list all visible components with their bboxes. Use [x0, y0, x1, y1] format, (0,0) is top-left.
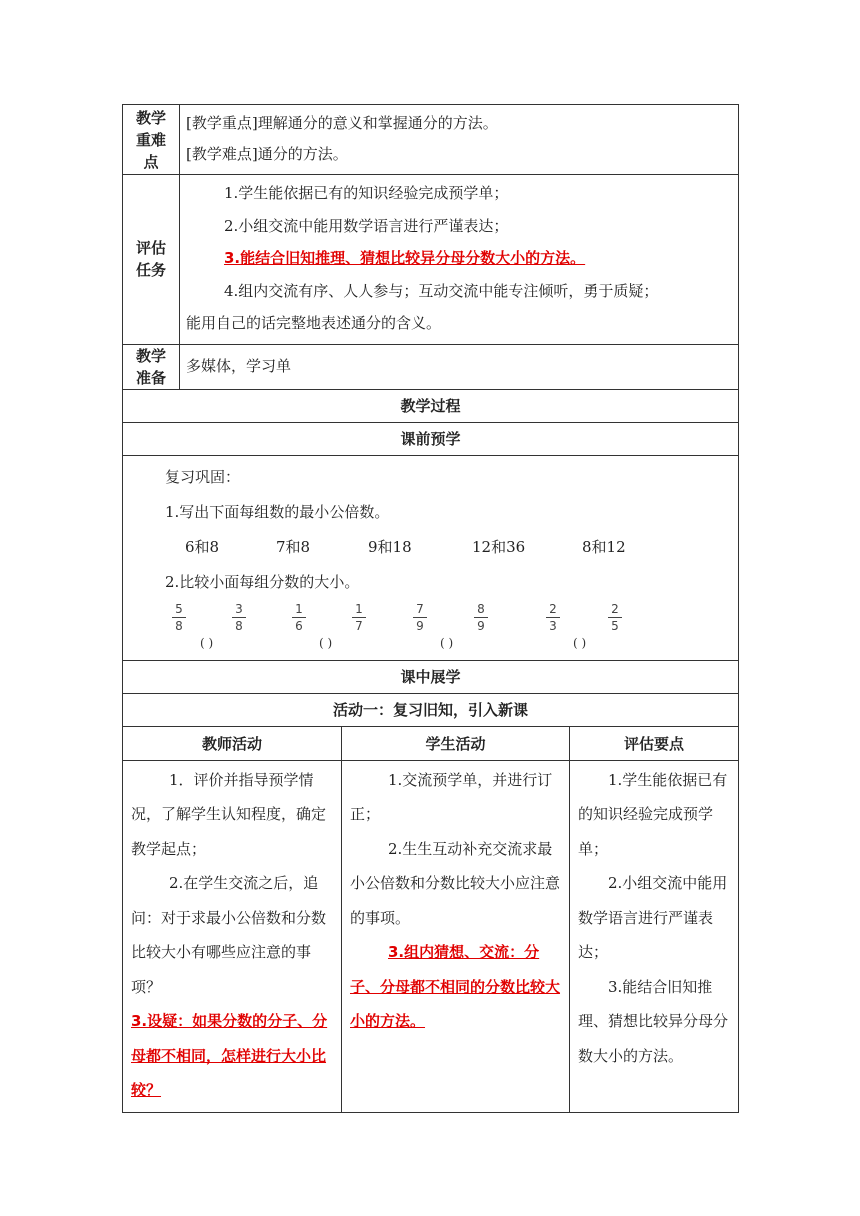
question-1: 1.写出下面每组数的最小公倍数。 — [165, 502, 390, 521]
fraction: $\frac{1}{7}$ — [352, 602, 366, 633]
eval-task-3: 3.能结合旧知推理、猜想比较异分母分数大小的方法。 — [224, 249, 586, 267]
teacher-step: 3.设疑：如果分数的分子、分母都不相同，怎样进行大小比较？ — [131, 1012, 328, 1099]
teacher-activity-header: 教师活动 — [123, 726, 342, 760]
compare-blank[interactable]: ( ) — [573, 635, 587, 650]
compare-blank[interactable]: ( ) — [319, 635, 333, 650]
evaluation-content — [180, 175, 739, 345]
preparation-content: 多媒体，学习单 — [180, 344, 739, 389]
process-title: 教学过程 — [123, 389, 739, 422]
preclass-content — [123, 455, 739, 660]
lesson-plan-table — [122, 104, 739, 1113]
activity-title: 活动一：复习旧知，引入新课 — [123, 693, 739, 726]
key-points-label: 教学重难点 — [123, 105, 180, 175]
review-heading: 复习巩固： — [165, 467, 241, 486]
fraction: $\frac{2}{3}$ — [546, 602, 560, 633]
eval-task-4-cont: 能用自己的话完整地表述通分的含义。 — [186, 314, 442, 332]
difficult-point-text: [教学难点]通分的方法。 — [186, 145, 348, 163]
eval-task-1: 1.学生能依据已有的知识经验完成预学单； — [224, 184, 509, 202]
eval-point: 1.学生能依据已有的知识经验完成预学单； — [578, 770, 728, 858]
lcm-pair: 7和8 — [276, 537, 311, 556]
student-step: 3.组内猜想、交流：分子、分母都不相同的分数比较大小的方法。 — [350, 943, 561, 1030]
key-point-text: [教学重点]理解通分的意义和掌握通分的方法。 — [186, 114, 498, 132]
teacher-step: 2.在学生交流之后，追问：对于求最小公倍数和分数比较大小有哪些应注意的事项？ — [131, 874, 327, 996]
fraction: $\frac{2}{5}$ — [608, 602, 622, 633]
evaluation-points-header: 评估要点 — [570, 726, 739, 760]
lcm-pair: 6和8 — [185, 537, 220, 556]
fraction: $\frac{8}{9}$ — [474, 602, 488, 633]
fraction: $\frac{1}{6}$ — [292, 602, 306, 633]
lcm-pair: 12和36 — [472, 537, 526, 556]
compare-blank[interactable]: ( ) — [440, 635, 454, 650]
lcm-pairs — [135, 530, 728, 565]
evaluation-label: 评估任务 — [123, 175, 180, 345]
student-activity-header: 学生活动 — [342, 726, 570, 760]
key-points-content — [180, 105, 739, 175]
student-activity-cell — [342, 760, 570, 1112]
eval-point: 3.能结合旧知推理、猜想比较异分母分数大小的方法。 — [578, 977, 729, 1065]
fraction: $\frac{5}{8}$ — [172, 602, 186, 633]
compare-blank[interactable]: ( ) — [200, 635, 214, 650]
evaluation-points-cell — [570, 760, 739, 1112]
preparation-label: 教学准备 — [123, 344, 180, 389]
eval-task-2: 2.小组交流中能用数学语言进行严谨表达； — [224, 216, 509, 235]
student-step: 2.生生互动补充交流求最小公倍数和分数比较大小应注意的事项。 — [350, 839, 561, 927]
inclass-title: 课中展学 — [123, 660, 739, 693]
eval-point: 2.小组交流中能用数学语言进行严谨表达； — [578, 874, 728, 961]
lesson-plan — [122, 104, 738, 1113]
eval-task-4: 4.组内交流有序、人人参与；互动交流中能专注倾听，勇于质疑； — [224, 281, 659, 300]
lcm-pair: 8和12 — [582, 537, 626, 556]
lcm-pair: 9和18 — [368, 537, 412, 556]
question-2: 2.比较小面每组分数的大小。 — [165, 572, 360, 591]
teacher-activity-cell — [123, 760, 342, 1112]
teacher-step: 1．评价并指导预学情况，了解学生认知程度，确定教学起点； — [131, 770, 327, 858]
preclass-title: 课前预学 — [123, 422, 739, 455]
student-step: 1.交流预学单，并进行订正； — [350, 770, 553, 823]
fraction: $\frac{3}{8}$ — [232, 602, 246, 633]
fraction: $\frac{7}{9}$ — [413, 602, 427, 633]
fraction-comparisons — [135, 600, 728, 654]
